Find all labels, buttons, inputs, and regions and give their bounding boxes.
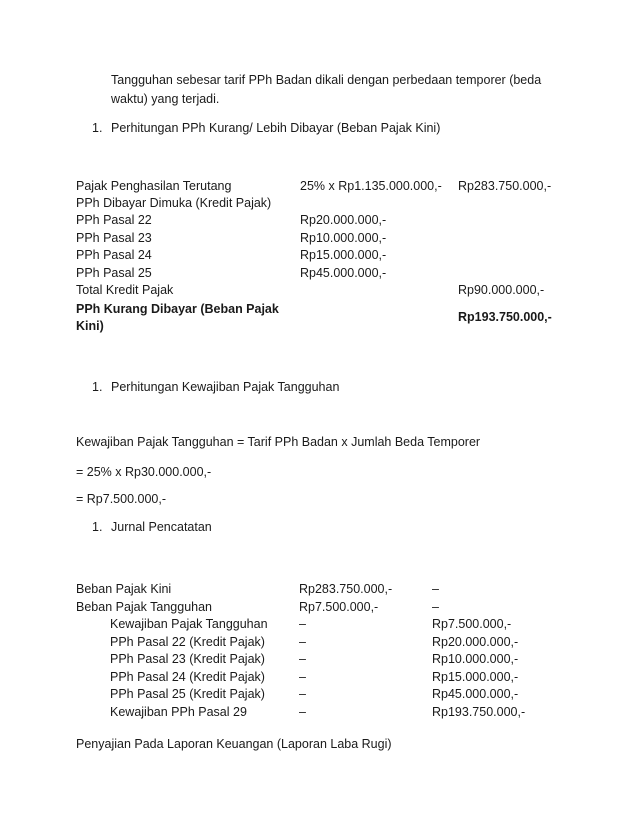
journal-account: Kewajiban Pajak Tangguhan [110,617,268,631]
journal-credit: Rp20.000.000,- [432,635,519,649]
section-1-title: Perhitungan PPh Kurang/ Lebih Dibayar (Beban Pajak Kini) [111,121,441,135]
journal-debit: – [299,617,306,631]
closing-heading: Penyajian Pada Laporan Keuangan (Laporan Laba Rugi) [76,737,392,751]
journal-account: PPh Pasal 22 (Kredit Pajak) [110,635,265,649]
journal-credit: Rp10.000.000,- [432,652,519,666]
row-mid-value: Rp10.000.000,- [300,231,387,245]
formula-line-1: Kewajiban Pajak Tangguhan = Tarif PPh Badan x Jumlah Beda Temporer [76,435,481,449]
section-2-number: 1. [92,380,103,394]
final-label-line-1: PPh Kurang Dibayar (Beban Pajak [76,302,279,316]
journal-credit: – [432,582,439,596]
final-right-value: Rp193.750.000,- [458,310,552,324]
journal-account: Beban Pajak Tangguhan [76,600,212,614]
row-right-value: Rp90.000.000,- [458,283,545,297]
section-3-title: Jurnal Pencatatan [111,520,212,534]
journal-credit: Rp7.500.000,- [432,617,512,631]
section-2-title: Perhitungan Kewajiban Pajak Tangguhan [111,380,340,394]
journal-credit: – [432,600,439,614]
row-label: Total Kredit Pajak [76,283,174,297]
row-label: PPh Dibayar Dimuka (Kredit Pajak) [76,196,272,210]
journal-account: PPh Pasal 24 (Kredit Pajak) [110,670,265,684]
intro-line-1: Tangguhan sebesar tarif PPh Badan dikali dengan perbedaan temporer (beda [111,73,542,87]
row-label: PPh Pasal 25 [76,266,152,280]
journal-account: PPh Pasal 25 (Kredit Pajak) [110,687,265,701]
journal-debit: Rp283.750.000,- [299,582,393,596]
journal-credit: Rp15.000.000,- [432,670,519,684]
intro-line-2: waktu) yang terjadi. [111,92,220,106]
formula-line-2: = 25% x Rp30.000.000,- [76,465,212,479]
row-label: PPh Pasal 23 [76,231,152,245]
journal-account: Kewajiban PPh Pasal 29 [110,705,247,719]
journal-credit: Rp193.750.000,- [432,705,526,719]
row-right-value: Rp283.750.000,- [458,179,552,193]
row-mid-value: 25% x Rp1.135.000.000,- [300,179,442,193]
journal-debit: – [299,687,306,701]
formula-line-3: = Rp7.500.000,- [76,492,166,506]
journal-debit: – [299,652,306,666]
row-mid-value: Rp15.000.000,- [300,248,387,262]
row-mid-value: Rp20.000.000,- [300,213,387,227]
row-label: PPh Pasal 22 [76,213,152,227]
journal-debit: – [299,705,306,719]
journal-account: PPh Pasal 23 (Kredit Pajak) [110,652,265,666]
section-3-number: 1. [92,520,103,534]
journal-debit: – [299,635,306,649]
journal-debit: Rp7.500.000,- [299,600,379,614]
row-mid-value: Rp45.000.000,- [300,266,387,280]
row-label: Pajak Penghasilan Terutang [76,179,232,193]
section-1-number: 1. [92,121,103,135]
journal-credit: Rp45.000.000,- [432,687,519,701]
journal-account: Beban Pajak Kini [76,582,172,596]
final-label-line-2: Kini) [76,319,104,333]
row-label: PPh Pasal 24 [76,248,152,262]
journal-debit: – [299,670,306,684]
